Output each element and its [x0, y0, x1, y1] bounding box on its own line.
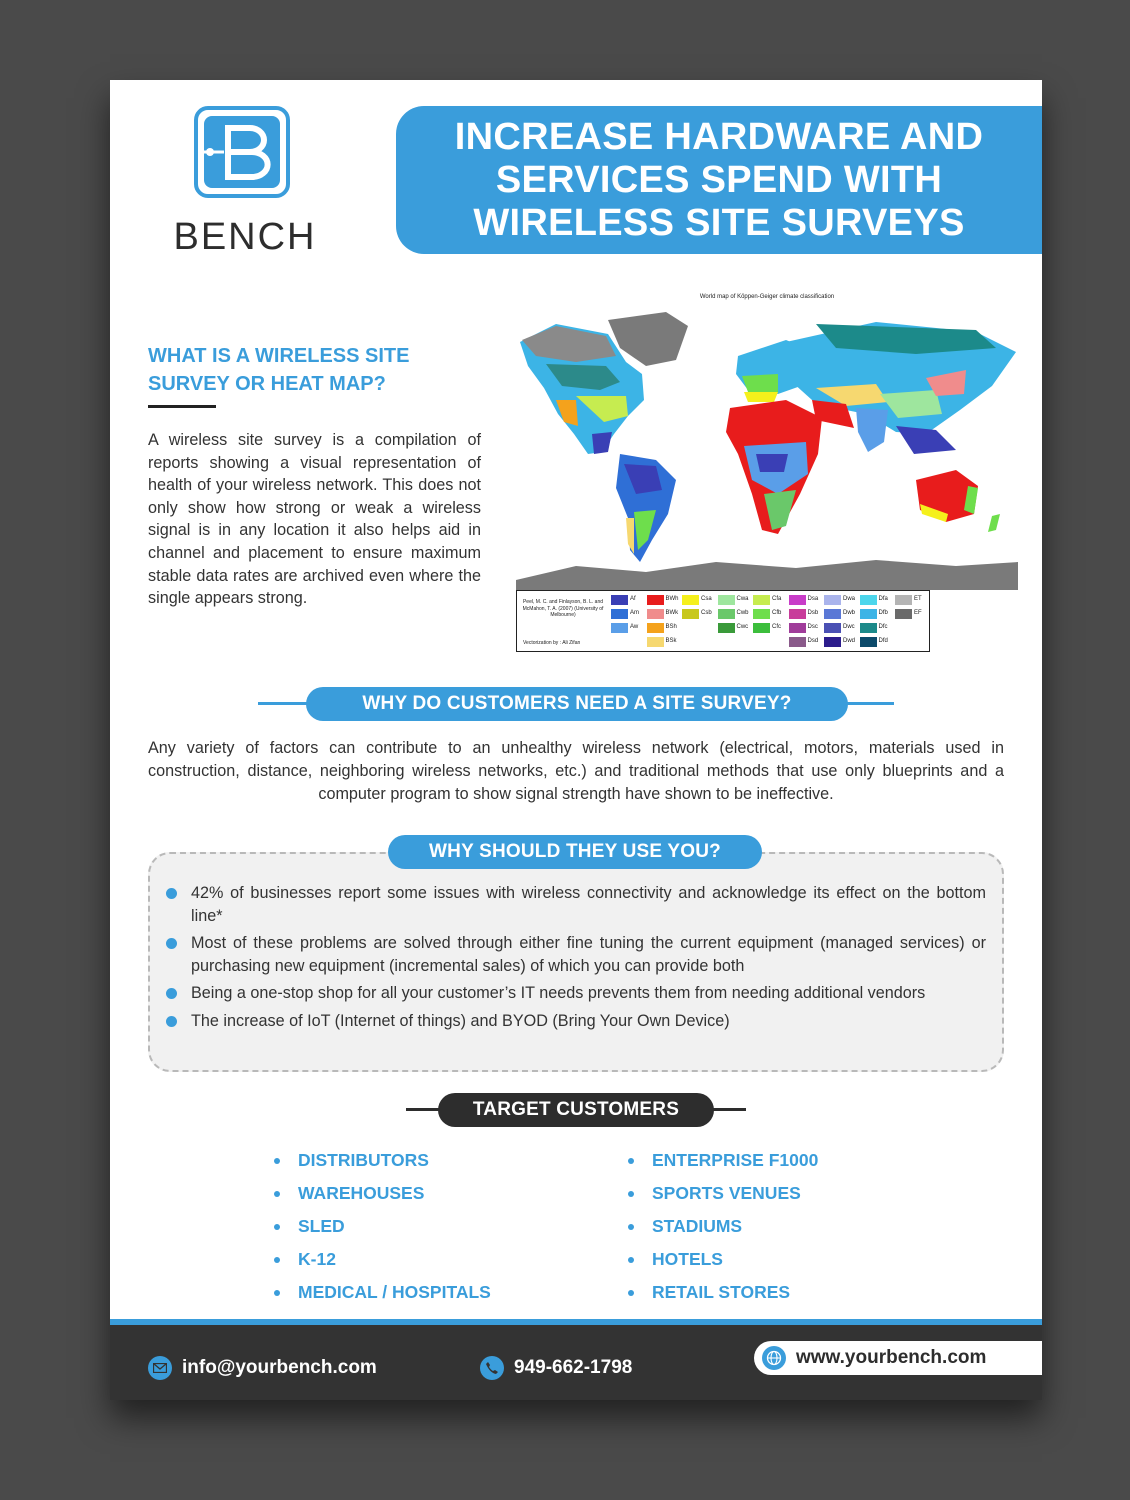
benefit-item: [164, 1010, 986, 1033]
legend-swatch: [682, 609, 699, 619]
legend-label: Cfc: [772, 624, 781, 630]
benefit-text: Being a one-stop shop for all your customer’s IT needs prevents them from needing additional vendors: [191, 984, 926, 1002]
legend-swatch: [860, 595, 877, 605]
legend-item: [789, 622, 829, 634]
legend-item: [824, 622, 864, 634]
benefits-box: [148, 852, 1004, 1072]
legend-swatch: [611, 595, 628, 605]
bullet-icon: [628, 1191, 634, 1197]
email-text: info@yourbench.com: [182, 1357, 377, 1378]
website-text: www.yourbench.com: [796, 1347, 987, 1368]
map-vectorization-credit: Vectorization by : Ali Zifan: [523, 640, 581, 646]
legend-label: ET: [914, 596, 922, 602]
benefit-text: 42% of businesses report some issues with wireless connectivity and acknowledge its effect on the bottom line*: [191, 884, 986, 925]
target-item: [628, 1276, 818, 1309]
bullet-icon: [274, 1257, 280, 1263]
target-item: [274, 1177, 491, 1210]
target-list-right: [628, 1144, 818, 1309]
target-text: DISTRIBUTORS: [298, 1150, 429, 1170]
legend-label: Cwb: [736, 610, 749, 616]
intro-heading-line: SURVEY OR HEAT MAP?: [148, 373, 386, 395]
legend-label: BSh: [665, 624, 677, 630]
target-item: [628, 1243, 818, 1276]
legend-item: [895, 594, 935, 606]
footer: [110, 1325, 1042, 1400]
bullet-icon: [166, 888, 177, 899]
legend-label: Aw: [630, 624, 639, 630]
bullet-icon: [628, 1224, 634, 1230]
legend-swatch: [789, 637, 806, 647]
legend-item: [647, 622, 687, 634]
target-text: K-12: [298, 1249, 336, 1269]
legend-label: Csb: [701, 610, 712, 616]
section-heading-targets: TARGET CUSTOMERS: [438, 1093, 714, 1127]
legend-swatch: [753, 609, 770, 619]
bullet-icon: [628, 1257, 634, 1263]
legend-item: [647, 636, 687, 648]
benefit-item: [164, 932, 986, 977]
legend-swatch: [647, 609, 664, 619]
intro-heading-line: WHAT IS A WIRELESS SITE: [148, 345, 410, 367]
intro-paragraph: A wireless site survey is a compilation of reports showing a visual representation of health of your wireless network. This does not only show how strong or weak a wireless signal is in any location it also helps aid in channel and placement to ensure maximum stable data rates are archived even where the single appears strong.: [148, 431, 481, 608]
target-item: [274, 1210, 491, 1243]
legend-swatch: [860, 609, 877, 619]
target-text: STADIUMS: [652, 1216, 743, 1236]
legend-swatch: [895, 595, 912, 605]
section-heading-why-you: WHY SHOULD THEY USE YOU?: [388, 835, 762, 869]
legend-item: [718, 622, 758, 634]
title-line: SERVICES SPEND WITH: [495, 158, 943, 201]
footer-phone[interactable]: [480, 1353, 632, 1383]
legend-label: Dwa: [843, 596, 856, 602]
globe-icon: [762, 1346, 786, 1370]
legend-label: Cwa: [736, 596, 749, 602]
target-item: [628, 1144, 818, 1177]
benefit-item: [164, 982, 986, 1005]
legend-swatch: [647, 623, 664, 633]
legend-item: [611, 608, 651, 620]
bullet-icon: [274, 1224, 280, 1230]
legend-label: Am: [630, 610, 639, 616]
legend-item: [718, 608, 758, 620]
legend-swatch: [647, 595, 664, 605]
legend-swatch: [682, 595, 699, 605]
legend-label: BSk: [665, 638, 677, 644]
legend-label: Dfb: [878, 610, 888, 616]
brand-name: BENCH: [173, 216, 317, 258]
benefit-text: Most of these problems are solved through either fine tuning the current equipment (managed services) or purchasing new equipment (incremental sales) of which you can provide both: [191, 934, 986, 975]
legend-item: [824, 594, 864, 606]
legend-item: [753, 594, 793, 606]
target-item: [274, 1243, 491, 1276]
map-title: World map of Köppen-Geiger climate classification: [699, 294, 835, 300]
legend-item: [611, 622, 651, 634]
legend-label: Dwb: [843, 610, 856, 616]
legend-swatch: [718, 595, 735, 605]
legend-item: [860, 594, 900, 606]
bullet-icon: [628, 1290, 634, 1296]
legend-item: [824, 608, 864, 620]
target-item: [628, 1177, 818, 1210]
legend-swatch: [860, 637, 877, 647]
legend-label: Dwd: [843, 638, 856, 644]
bullet-icon: [628, 1158, 634, 1164]
legend-swatch: [718, 609, 735, 619]
intro-heading: [148, 342, 488, 398]
legend-label: BWk: [665, 610, 679, 616]
legend-label: Cfb: [772, 610, 782, 616]
legend-swatch: [611, 609, 628, 619]
legend-swatch: [860, 623, 877, 633]
climate-map: [516, 294, 1018, 662]
legend-item: [895, 608, 935, 620]
legend-label: Dsd: [807, 638, 819, 644]
bullet-icon: [166, 938, 177, 949]
legend-item: [647, 594, 687, 606]
mail-icon: [148, 1356, 172, 1380]
legend-item: [824, 636, 864, 648]
target-item: [274, 1276, 491, 1309]
bullet-icon: [274, 1290, 280, 1296]
title-line: INCREASE HARDWARE AND: [454, 115, 984, 158]
legend-item: [789, 636, 829, 648]
legend-item: [718, 594, 758, 606]
title-banner: [396, 106, 1042, 254]
world-map-image: [516, 304, 1018, 590]
legend-swatch: [824, 637, 841, 647]
legend-swatch: [789, 595, 806, 605]
legend-label: Dfd: [878, 638, 888, 644]
target-text: SLED: [298, 1216, 345, 1236]
legend-swatch: [753, 623, 770, 633]
legend-item: [647, 608, 687, 620]
phone-text: 949-662-1798: [514, 1357, 633, 1378]
target-text: ENTERPRISE F1000: [652, 1150, 819, 1170]
heading-underline: [148, 405, 216, 408]
bench-logo-icon: [194, 106, 290, 198]
target-text: SPORTS VENUES: [652, 1183, 801, 1203]
legend-swatch: [789, 623, 806, 633]
legend-label: Csa: [701, 596, 712, 602]
bullet-icon: [166, 988, 177, 999]
legend-item: [682, 608, 722, 620]
footer-website[interactable]: [754, 1341, 1042, 1375]
legend-label: BWh: [665, 596, 679, 602]
legend-item: [682, 594, 722, 606]
legend-label: Cwc: [736, 624, 749, 630]
footer-email[interactable]: [148, 1353, 377, 1383]
legend-swatch: [753, 595, 770, 605]
legend-item: [860, 622, 900, 634]
legend-item: [860, 636, 900, 648]
target-text: WAREHOUSES: [298, 1183, 425, 1203]
legend-item: [753, 608, 793, 620]
benefits-list: [164, 882, 986, 1037]
map-legend: [516, 590, 930, 652]
target-item: [628, 1210, 818, 1243]
legend-swatch: [824, 595, 841, 605]
legend-label: Af: [630, 596, 636, 602]
legend-swatch: [789, 609, 806, 619]
legend-item: [611, 594, 651, 606]
legend-swatch: [611, 623, 628, 633]
legend-item: [753, 622, 793, 634]
legend-label: Cfa: [772, 596, 782, 602]
benefit-item: [164, 882, 986, 927]
title-line: WIRELESS SITE SURVEYS: [473, 201, 965, 244]
phone-icon: [480, 1356, 504, 1380]
legend-item: [789, 608, 829, 620]
target-list-left: [274, 1144, 491, 1309]
legend-label: Dsc: [807, 624, 818, 630]
legend-label: Dsa: [807, 596, 819, 602]
legend-label: Dfc: [878, 624, 888, 630]
map-credit: Peel, M. C. and Finlayson, B. L. and McMahon, T. A. (2007) (University of Melbourne): [522, 599, 604, 618]
bullet-icon: [166, 1016, 177, 1027]
bullet-icon: [274, 1158, 280, 1164]
legend-swatch: [718, 623, 735, 633]
bullet-icon: [274, 1191, 280, 1197]
legend-label: Dsb: [807, 610, 819, 616]
target-text: MEDICAL / HOSPITALS: [298, 1282, 491, 1302]
legend-item: [860, 608, 900, 620]
legend-label: Dfa: [878, 596, 888, 602]
target-text: HOTELS: [652, 1249, 723, 1269]
legend-label: Dwc: [843, 624, 855, 630]
flyer-page: [110, 80, 1042, 1400]
legend-swatch: [824, 609, 841, 619]
section-heading-why-need: WHY DO CUSTOMERS NEED A SITE SURVEY?: [306, 687, 848, 721]
target-item: [274, 1144, 491, 1177]
target-text: RETAIL STORES: [652, 1282, 791, 1302]
legend-swatch: [647, 637, 664, 647]
legend-label: EF: [914, 610, 922, 616]
benefit-text: The increase of IoT (Internet of things) and BYOD (Bring Your Own Device): [191, 1011, 730, 1030]
legend-swatch: [824, 623, 841, 633]
why-need-paragraph: Any variety of factors can contribute to an unhealthy wireless network (electrical, motors, materials used in construction, distance, neighboring wireless networks, etc.) and traditional methods that use only blueprints and a computer program to show signal strength have shown to be ineffective.: [148, 739, 1004, 803]
legend-item: [789, 594, 829, 606]
legend-swatch: [895, 609, 912, 619]
